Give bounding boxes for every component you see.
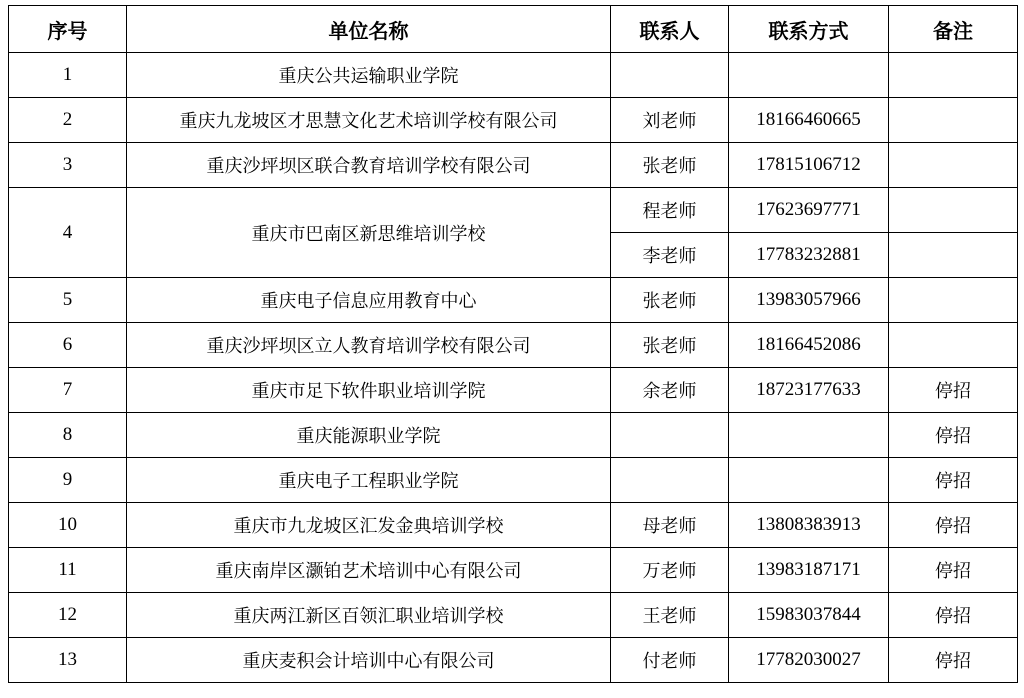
note-cell — [889, 278, 1018, 323]
row-index-cell: 7 — [9, 368, 127, 413]
contact-person-cell: 王老师 — [611, 593, 729, 638]
contact-phone-cell: 17782030027 — [729, 638, 889, 683]
table-row — [9, 368, 1018, 413]
note-cell: 停招 — [889, 413, 1018, 458]
row-index-cell: 8 — [9, 413, 127, 458]
unit-name-cell: 重庆市巴南区新思维培训学校 — [127, 188, 611, 278]
note-cell: 停招 — [889, 638, 1018, 683]
table-row — [9, 548, 1018, 593]
header-contact-phone: 联系方式 — [729, 6, 889, 53]
unit-name-cell: 重庆南岸区灏铂艺术培训中心有限公司 — [127, 548, 611, 593]
unit-name-cell: 重庆沙坪坝区立人教育培训学校有限公司 — [127, 323, 611, 368]
header-index: 序号 — [9, 6, 127, 53]
contact-phone-cell: 17623697771 — [729, 188, 889, 233]
contact-phone-cell: 18166460665 — [729, 98, 889, 143]
contact-phone-cell: 18723177633 — [729, 368, 889, 413]
note-cell: 停招 — [889, 593, 1018, 638]
note-cell: 停招 — [889, 548, 1018, 593]
contact-person-cell: 程老师 — [611, 188, 729, 233]
table-row — [9, 278, 1018, 323]
row-index-cell: 11 — [9, 548, 127, 593]
note-cell: 停招 — [889, 458, 1018, 503]
note-cell: 停招 — [889, 503, 1018, 548]
unit-name-cell: 重庆电子工程职业学院 — [127, 458, 611, 503]
unit-name-cell: 重庆两江新区百领汇职业培训学校 — [127, 593, 611, 638]
contact-person-cell: 母老师 — [611, 503, 729, 548]
unit-name-cell: 重庆沙坪坝区联合教育培训学校有限公司 — [127, 143, 611, 188]
header-contact-person: 联系人 — [611, 6, 729, 53]
contact-person-cell: 张老师 — [611, 143, 729, 188]
header-row — [9, 6, 1018, 53]
contact-phone-cell: 13983057966 — [729, 278, 889, 323]
header-note: 备注 — [889, 6, 1018, 53]
contact-person-cell: 李老师 — [611, 233, 729, 278]
contact-phone-cell: 13808383913 — [729, 503, 889, 548]
header-unit-name: 单位名称 — [127, 6, 611, 53]
row-index-cell: 3 — [9, 143, 127, 188]
note-cell — [889, 233, 1018, 278]
table-row — [9, 53, 1018, 98]
contact-person-cell: 万老师 — [611, 548, 729, 593]
unit-name-cell: 重庆公共运输职业学院 — [127, 53, 611, 98]
contact-person-cell: 付老师 — [611, 638, 729, 683]
row-index-cell: 1 — [9, 53, 127, 98]
row-index-cell: 13 — [9, 638, 127, 683]
contact-person-cell: 张老师 — [611, 278, 729, 323]
contact-phone-cell: 18166452086 — [729, 323, 889, 368]
note-cell — [889, 98, 1018, 143]
contact-phone-cell: 17815106712 — [729, 143, 889, 188]
table-row — [9, 143, 1018, 188]
table-row — [9, 593, 1018, 638]
contact-phone-cell — [729, 53, 889, 98]
unit-name-cell: 重庆市九龙坡区汇发金典培训学校 — [127, 503, 611, 548]
contact-phone-cell — [729, 413, 889, 458]
table-row — [9, 98, 1018, 143]
unit-name-cell: 重庆电子信息应用教育中心 — [127, 278, 611, 323]
contact-person-cell — [611, 53, 729, 98]
note-cell: 停招 — [889, 368, 1018, 413]
note-cell — [889, 53, 1018, 98]
table-row — [9, 323, 1018, 368]
contact-phone-cell: 13983187171 — [729, 548, 889, 593]
contact-phone-cell — [729, 458, 889, 503]
row-index-cell: 10 — [9, 503, 127, 548]
unit-name-cell: 重庆能源职业学院 — [127, 413, 611, 458]
table-row — [9, 413, 1018, 458]
note-cell — [889, 143, 1018, 188]
table-body — [9, 53, 1018, 683]
note-cell — [889, 188, 1018, 233]
training-institutions-table — [8, 5, 1018, 683]
row-index-cell: 6 — [9, 323, 127, 368]
row-index-cell: 12 — [9, 593, 127, 638]
row-index-cell: 4 — [9, 188, 127, 278]
unit-name-cell: 重庆麦积会计培训中心有限公司 — [127, 638, 611, 683]
table-row — [9, 188, 1018, 233]
contact-person-cell — [611, 458, 729, 503]
unit-name-cell: 重庆九龙坡区才思慧文化艺术培训学校有限公司 — [127, 98, 611, 143]
table-row — [9, 458, 1018, 503]
table-row — [9, 503, 1018, 548]
row-index-cell: 9 — [9, 458, 127, 503]
note-cell — [889, 323, 1018, 368]
contact-person-cell: 张老师 — [611, 323, 729, 368]
unit-name-cell: 重庆市足下软件职业培训学院 — [127, 368, 611, 413]
row-index-cell: 5 — [9, 278, 127, 323]
table-row — [9, 638, 1018, 683]
contact-person-cell: 余老师 — [611, 368, 729, 413]
contact-phone-cell: 15983037844 — [729, 593, 889, 638]
contact-phone-cell: 17783232881 — [729, 233, 889, 278]
contact-person-cell: 刘老师 — [611, 98, 729, 143]
row-index-cell: 2 — [9, 98, 127, 143]
contact-person-cell — [611, 413, 729, 458]
